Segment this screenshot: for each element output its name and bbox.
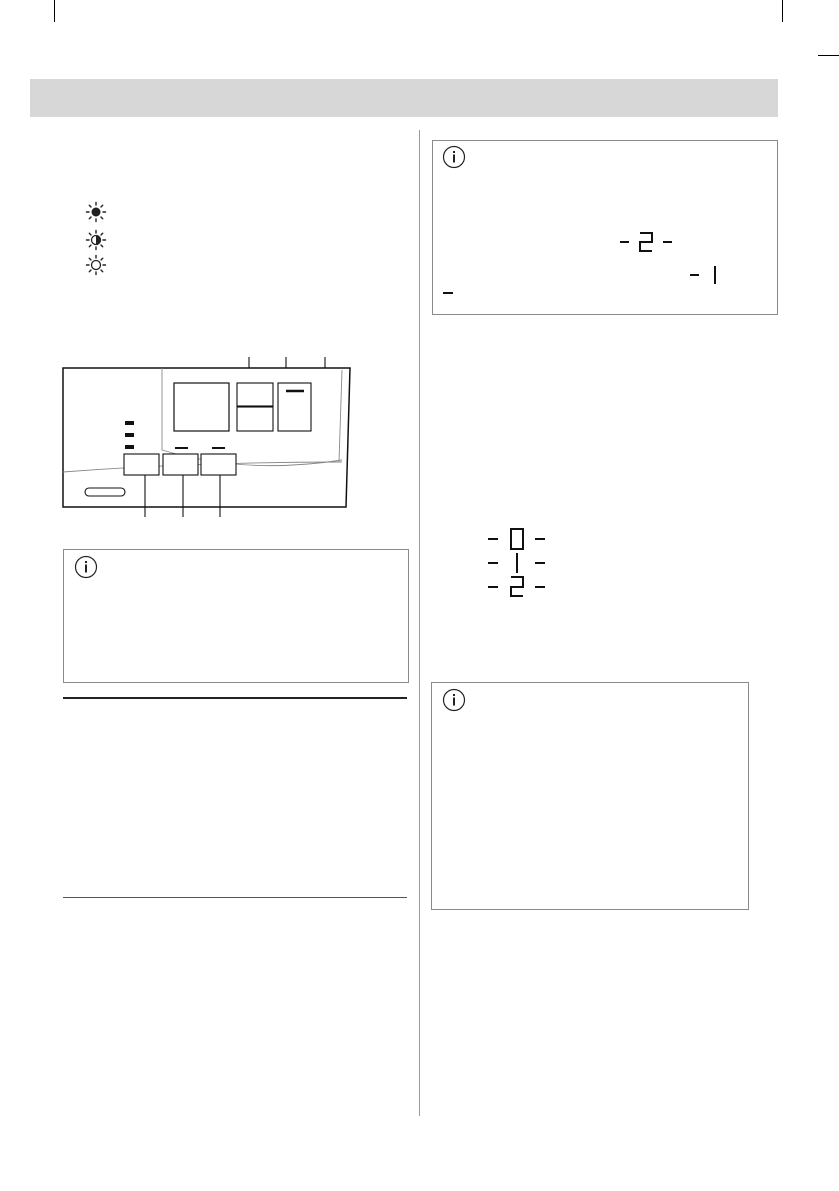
crop-mark-top-left bbox=[54, 0, 55, 22]
display-level-2 bbox=[486, 575, 548, 599]
display-symbol-level-1 bbox=[688, 264, 724, 286]
info-icon bbox=[74, 555, 98, 579]
info-icon bbox=[442, 688, 466, 712]
section-rule-bottom bbox=[63, 897, 407, 898]
info-note-box-right-bottom bbox=[431, 682, 749, 910]
sun-filled-icon bbox=[85, 201, 107, 223]
info-icon bbox=[442, 145, 466, 169]
control-panel-illustration bbox=[55, 350, 365, 520]
crop-mark-top-right bbox=[782, 0, 783, 22]
display-symbol-dash bbox=[442, 286, 456, 300]
crop-mark-right-top bbox=[818, 55, 839, 56]
info-note-box-left bbox=[63, 549, 409, 683]
sun-outline-icon bbox=[85, 254, 107, 276]
section-header-bar bbox=[30, 79, 778, 117]
info-note-box-right-top bbox=[432, 140, 778, 315]
column-divider bbox=[419, 130, 420, 1116]
display-symbol-level-2 bbox=[618, 231, 676, 253]
display-level-1 bbox=[486, 551, 548, 575]
sun-half-icon bbox=[85, 229, 107, 251]
section-rule-top bbox=[63, 697, 407, 699]
display-level-0 bbox=[486, 527, 548, 551]
